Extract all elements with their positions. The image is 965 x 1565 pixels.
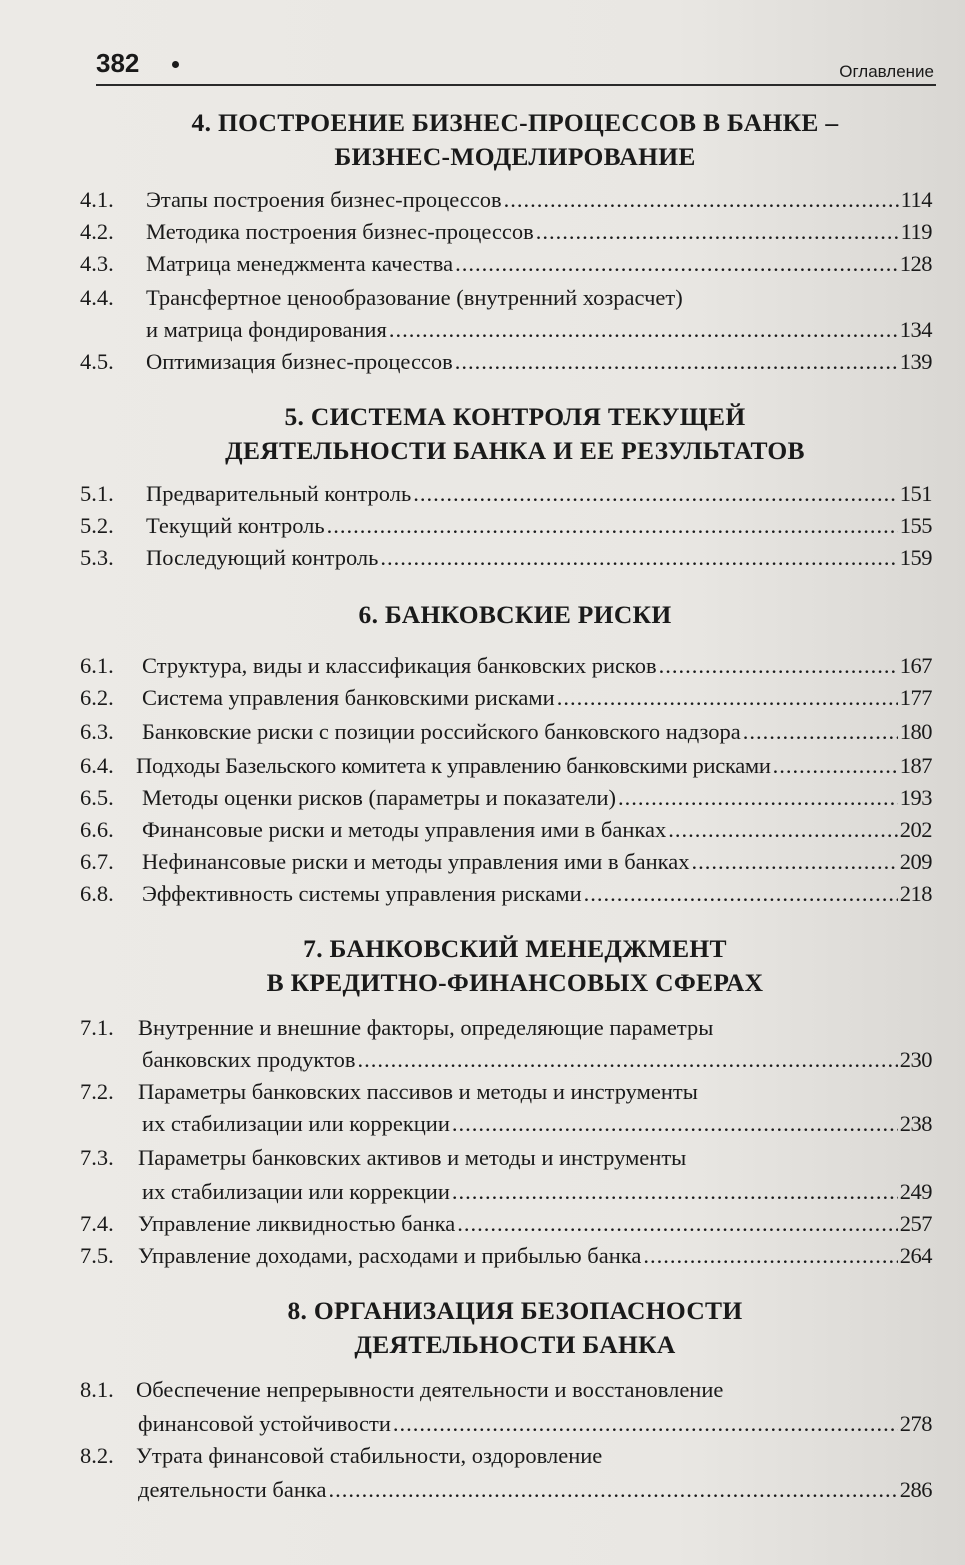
entry-page: 155 bbox=[899, 513, 932, 538]
entry-title: Управление доходами, расходами и прибылью банка bbox=[138, 1243, 642, 1268]
dot-leader bbox=[743, 716, 898, 748]
entry-page: 128 bbox=[899, 251, 932, 276]
entry-page: 159 bbox=[899, 545, 932, 570]
entry-title: Обеспечение непрерывности деятельности и восстановление bbox=[136, 1377, 724, 1402]
entry-title-cont: и матрица фондирования bbox=[146, 317, 387, 342]
entry-title: Методика построения бизнес-процессов bbox=[146, 219, 534, 244]
entry-page: 230 bbox=[899, 1047, 932, 1072]
entry-number: 4.1. bbox=[80, 187, 114, 212]
dot-leader bbox=[504, 184, 899, 216]
entry-number: 6.2. bbox=[80, 685, 114, 710]
entry-title: Внутренние и внешние факторы, определяющие параметры bbox=[138, 1015, 714, 1040]
entry-title: Структура, виды и классификация банковских рисков bbox=[142, 653, 657, 678]
dot-leader bbox=[327, 510, 898, 542]
entry-page: 278 bbox=[899, 1411, 932, 1436]
dot-leader bbox=[393, 1408, 898, 1440]
entry-title: Параметры банковских активов и методы и инструменты bbox=[138, 1145, 687, 1170]
entry-number: 6.4. bbox=[80, 753, 114, 778]
entry-title: Банковские риски с позиции российского банковского надзора bbox=[142, 719, 741, 744]
entry-page: 218 bbox=[899, 881, 932, 906]
entry-page: 180 bbox=[899, 719, 932, 744]
entry-title: Нефинансовые риски и методы управления ими в банках bbox=[142, 849, 690, 874]
chapter-heading bbox=[100, 400, 930, 468]
entry-number: 7.1. bbox=[80, 1015, 114, 1040]
dot-leader bbox=[773, 750, 898, 782]
entry-page: 114 bbox=[900, 187, 932, 212]
dot-leader bbox=[643, 1240, 897, 1272]
entry-page: 151 bbox=[899, 481, 932, 506]
dot-leader bbox=[413, 478, 897, 510]
entry-title: Финансовые риски и методы управления ими в банках bbox=[142, 817, 667, 842]
entry-number: 6.1. bbox=[80, 653, 114, 678]
dot-leader bbox=[389, 314, 898, 346]
chapter-title-line: 6. БАНКОВСКИЕ РИСКИ bbox=[358, 600, 672, 629]
dot-leader bbox=[457, 1208, 898, 1240]
entry-page: 238 bbox=[899, 1111, 932, 1136]
entry-page: 119 bbox=[900, 219, 932, 244]
entry-title-cont: деятельности банка bbox=[138, 1477, 327, 1502]
entry-page: 209 bbox=[899, 849, 932, 874]
entry-number: 4.3. bbox=[80, 251, 114, 276]
dot-leader bbox=[380, 542, 897, 574]
chapter-title-line: ДЕЯТЕЛЬНОСТИ БАНКА bbox=[354, 1330, 676, 1359]
dot-leader bbox=[557, 682, 898, 714]
entry-number: 6.5. bbox=[80, 785, 114, 810]
entry-number: 5.2. bbox=[80, 513, 114, 538]
entry-number: 4.5. bbox=[80, 349, 114, 374]
entry-number: 6.6. bbox=[80, 817, 114, 842]
entry-page: 193 bbox=[899, 785, 932, 810]
entry-number: 8.1. bbox=[80, 1377, 114, 1402]
entry-title: Подходы Базельского комитета к управлению банковскими рисками bbox=[136, 753, 771, 778]
entry-page: 257 bbox=[899, 1211, 932, 1236]
entry-title-cont: их стабилизации или коррекции bbox=[142, 1111, 450, 1136]
entry-page: 134 bbox=[899, 317, 932, 342]
entry-number: 6.7. bbox=[80, 849, 114, 874]
chapter-heading bbox=[100, 106, 930, 174]
dot-leader bbox=[668, 814, 898, 846]
entry-page: 177 bbox=[899, 685, 932, 710]
entry-number: 7.3. bbox=[80, 1145, 114, 1170]
entry-number: 5.3. bbox=[80, 545, 114, 570]
chapter-title-line: 5. СИСТЕМА КОНТРОЛЯ ТЕКУЩЕЙ bbox=[284, 402, 746, 431]
dot-leader bbox=[357, 1044, 897, 1076]
entry-number: 8.2. bbox=[80, 1443, 114, 1468]
entry-title: Система управления банковскими рисками bbox=[142, 685, 555, 710]
chapter-heading bbox=[100, 598, 930, 632]
bullet-dot-icon bbox=[172, 61, 179, 68]
entry-page: 187 bbox=[899, 753, 932, 778]
chapter-title-line: БИЗНЕС-МОДЕЛИРОВАНИЕ bbox=[334, 142, 696, 171]
dot-leader bbox=[455, 248, 898, 280]
dot-leader bbox=[455, 346, 898, 378]
dot-leader bbox=[692, 846, 898, 878]
entry-number: 6.8. bbox=[80, 881, 114, 906]
dot-leader bbox=[618, 782, 898, 814]
entry-title: Утрата финансовой стабильности, оздоровление bbox=[136, 1443, 603, 1468]
chapter-title-line: ДЕЯТЕЛЬНОСТИ БАНКА И ЕЕ РЕЗУЛЬТАТОВ bbox=[225, 436, 805, 465]
dot-leader bbox=[536, 216, 899, 248]
running-title: Оглавление bbox=[839, 62, 934, 81]
entry-title-cont: их стабилизации или коррекции bbox=[142, 1179, 450, 1204]
entry-number: 7.2. bbox=[80, 1079, 114, 1104]
dot-leader bbox=[452, 1176, 898, 1208]
chapter-title-line: 4. ПОСТРОЕНИЕ БИЗНЕС-ПРОЦЕССОВ В БАНКЕ – bbox=[191, 108, 839, 137]
entry-title: Эффективность системы управления рисками bbox=[142, 881, 582, 906]
entry-title-cont: банковских продуктов bbox=[142, 1047, 356, 1072]
entry-title: Последующий контроль bbox=[146, 545, 379, 570]
entry-page: 249 bbox=[899, 1179, 932, 1204]
entry-page: 167 bbox=[899, 653, 932, 678]
dot-leader bbox=[328, 1474, 897, 1506]
entry-page: 286 bbox=[899, 1477, 932, 1502]
entry-title: Управление ликвидностью банка bbox=[138, 1211, 456, 1236]
chapter-heading bbox=[100, 932, 930, 1000]
entry-title: Текущий контроль bbox=[146, 513, 325, 538]
entry-page: 139 bbox=[899, 349, 932, 374]
entry-title: Матрица менеджмента качества bbox=[146, 251, 454, 276]
page-header bbox=[96, 48, 936, 86]
chapter-heading bbox=[100, 1294, 930, 1362]
page-number: 382 bbox=[96, 48, 140, 78]
entry-title: Этапы построения бизнес-процессов bbox=[146, 187, 502, 212]
entry-title: Трансфертное ценообразование (внутренний хозрасчет) bbox=[146, 285, 683, 310]
entry-number: 4.4. bbox=[80, 285, 114, 310]
dot-leader bbox=[452, 1108, 898, 1140]
chapter-title-line: 7. БАНКОВСКИЙ МЕНЕДЖМЕНТ bbox=[303, 934, 727, 963]
dot-leader bbox=[584, 878, 898, 910]
chapter-title-line: 8. ОРГАНИЗАЦИЯ БЕЗОПАСНОСТИ bbox=[287, 1296, 743, 1325]
entry-number: 6.3. bbox=[80, 719, 114, 744]
entry-title: Методы оценки рисков (параметры и показатели) bbox=[142, 785, 616, 810]
entry-number: 5.1. bbox=[80, 481, 114, 506]
entry-number: 7.4. bbox=[80, 1211, 114, 1236]
entry-title: Предварительный контроль bbox=[146, 481, 412, 506]
dot-leader bbox=[659, 650, 898, 682]
entry-title: Параметры банковских пассивов и методы и инструменты bbox=[138, 1079, 698, 1104]
entry-title: Оптимизация бизнес-процессов bbox=[146, 349, 453, 374]
entry-page: 202 bbox=[899, 817, 932, 842]
chapter-title-line: В КРЕДИТНО-ФИНАНСОВЫХ СФЕРАХ bbox=[266, 968, 764, 997]
entry-title-cont: финансовой устойчивости bbox=[138, 1411, 391, 1436]
entry-number: 4.2. bbox=[80, 219, 114, 244]
entry-number: 7.5. bbox=[80, 1243, 114, 1268]
entry-page: 264 bbox=[899, 1243, 932, 1268]
